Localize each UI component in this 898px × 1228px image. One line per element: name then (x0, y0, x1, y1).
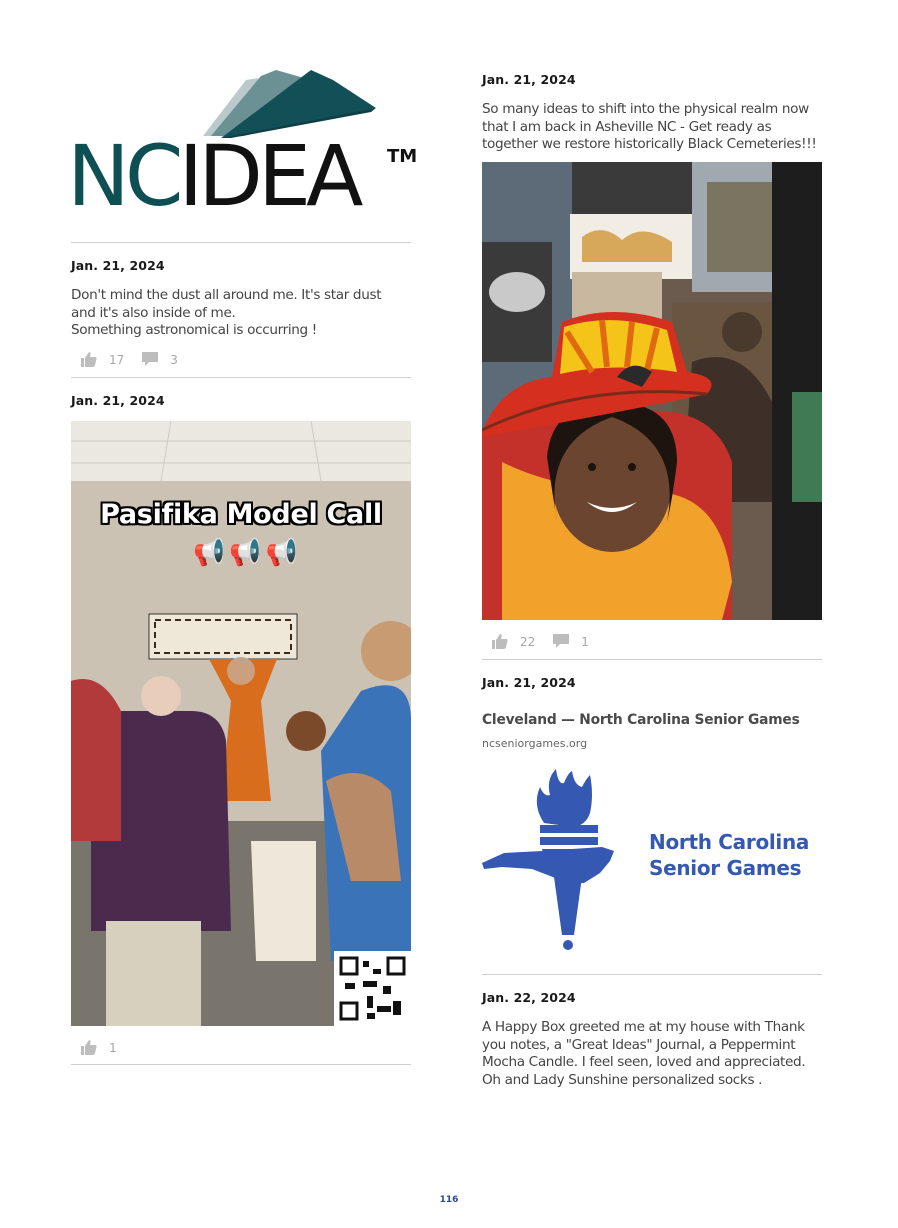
link-title[interactable]: Cleveland — North Carolina Senior Games (482, 712, 800, 728)
games-logo-line: North Carolina (649, 830, 810, 854)
post-text-line: Oh and Lady Sunshine personalized socks . (482, 1071, 763, 1088)
comment-button[interactable] (553, 634, 589, 649)
like-button[interactable] (81, 1040, 117, 1055)
divider (482, 659, 822, 660)
post-date: Jan. 21, 2024 (71, 393, 165, 408)
post-date: Jan. 21, 2024 (482, 675, 576, 690)
comment-count: 3 (170, 352, 178, 367)
post-stats (81, 352, 196, 367)
post-text-line: together we restore historically Black Cemeteries!!! (482, 136, 817, 152)
logo-idea: IDEA (178, 127, 359, 225)
comment-icon (553, 634, 569, 649)
like-count: 1 (109, 1040, 117, 1055)
divider (71, 242, 411, 243)
divider (71, 1064, 411, 1065)
page-number: 116 (439, 1195, 459, 1205)
thumbs-up-icon (81, 1040, 97, 1055)
post-date: Jan. 21, 2024 (71, 258, 165, 273)
link-domain[interactable]: ncseniorgames.org (482, 737, 588, 750)
post-text-line: that I am back in Asheville NC - Get ready as (482, 118, 772, 135)
thumbs-up-icon (492, 634, 508, 649)
post-stats (81, 1040, 135, 1055)
post-date: Jan. 21, 2024 (482, 72, 576, 87)
comment-button[interactable] (142, 352, 178, 367)
post-text-line: you notes, a "Great Ideas" Journal, a Peppermint (482, 1036, 796, 1053)
logo-tm: TM (387, 146, 418, 167)
games-logo-line: Senior Games (649, 856, 802, 880)
pasifika-title: Pasifika Model Call (100, 499, 382, 530)
post-text-line: A Happy Box greeted me at my house with Thank (482, 1019, 805, 1035)
ncidea-logo (67, 68, 418, 225)
ncidea-logo-text (67, 127, 359, 225)
post-photo-selfie[interactable] (482, 162, 822, 620)
games-logo-text (649, 829, 809, 881)
post-text-line: So many ideas to shift into the physical realm now (482, 101, 809, 117)
like-count: 17 (109, 352, 125, 367)
megaphone-icon: 📢 (265, 537, 303, 567)
post-text (482, 1019, 827, 1089)
post-text-line: and it's also inside of me. (71, 304, 236, 321)
logo-nc: NC (67, 127, 179, 225)
divider (71, 377, 411, 378)
like-button[interactable] (492, 634, 535, 649)
post-stats (492, 634, 607, 649)
post-text-line: Mocha Candle. I feel seen, loved and appreciated. (482, 1054, 806, 1070)
megaphone-icon: 📢 (229, 537, 266, 567)
post-text-line: Something astronomical is occurring ! (71, 322, 317, 338)
post-text-line: Don't mind the dust all around me. It's star dust (71, 287, 382, 303)
thumbs-up-icon (81, 352, 97, 367)
post-text (71, 287, 416, 340)
torch-nc-map-icon (482, 765, 642, 955)
nc-senior-games-logo[interactable] (482, 765, 822, 955)
selfie-photo (482, 162, 822, 620)
comment-count: 1 (581, 634, 589, 649)
post-text (482, 101, 827, 154)
divider (482, 974, 822, 975)
comment-icon (142, 352, 158, 367)
like-button[interactable] (81, 352, 124, 367)
megaphone-icons (193, 537, 302, 568)
megaphone-icon: 📢 (193, 537, 230, 567)
post-date: Jan. 22, 2024 (482, 990, 576, 1005)
post-photo-pasifika[interactable] (71, 421, 411, 1026)
like-count: 22 (520, 634, 536, 649)
